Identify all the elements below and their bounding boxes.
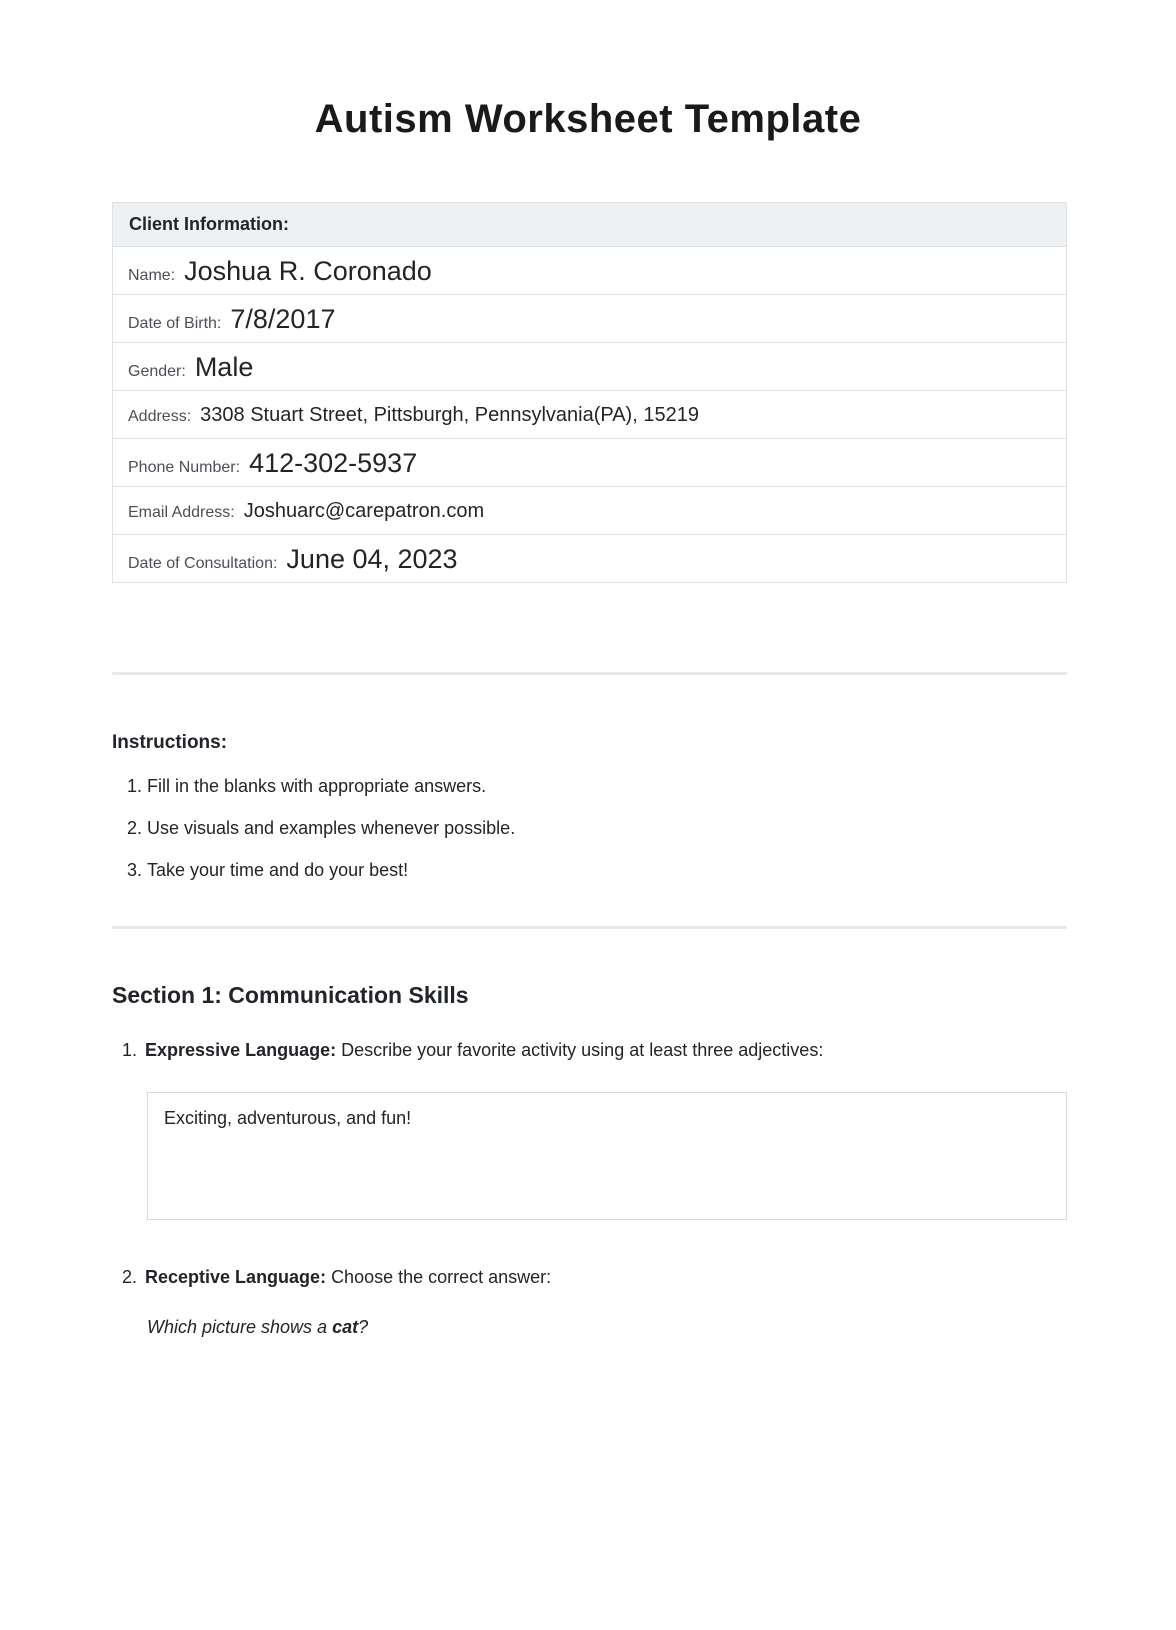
question-1 xyxy=(122,1040,1067,1061)
instruction-item: 3. Take your time and do your best! xyxy=(147,860,1067,881)
client-info-row-email xyxy=(113,486,1066,534)
client-info-header: Client Information: xyxy=(113,203,1066,246)
expressive-language-answer-field[interactable]: Exciting, adventurous, and fun! xyxy=(147,1092,1067,1220)
client-info-table xyxy=(112,202,1067,583)
dob-value: 7/8/2017 xyxy=(230,304,336,334)
email-label: Email Address: xyxy=(128,504,235,521)
gender-value: Male xyxy=(194,352,254,382)
question-1-number: 1. xyxy=(122,1040,138,1060)
question-2-prompt: Choose the correct answer: xyxy=(331,1267,552,1287)
section-divider xyxy=(112,672,1067,675)
instruction-item: 2. Use visuals and examples whenever possible. xyxy=(147,818,1067,839)
phone-value: 412-302-5937 xyxy=(249,448,418,478)
name-value: Joshua R. Coronado xyxy=(184,256,432,286)
phone-label: Phone Number: xyxy=(128,459,241,476)
question-2 xyxy=(122,1267,1067,1288)
question-1-label: Expressive Language: xyxy=(145,1040,337,1060)
client-info-row-dob xyxy=(113,294,1066,342)
question-2-number: 2. xyxy=(122,1267,138,1287)
client-info-row-name xyxy=(113,246,1066,294)
instruction-item: 1. Fill in the blanks with appropriate answers. xyxy=(147,776,1067,797)
client-info-row-gender xyxy=(113,342,1066,390)
address-label: Address: xyxy=(128,408,192,425)
sub-question-bold-word: cat xyxy=(332,1317,359,1337)
address-value: 3308 Stuart Street, Pittsburgh, Pennsylvania(PA), 15219 xyxy=(200,404,699,426)
sub-question-suffix: ? xyxy=(358,1317,369,1337)
email-value: Joshuarc@carepatron.com xyxy=(243,500,485,522)
gender-label: Gender: xyxy=(128,363,186,380)
page-title: Autism Worksheet Template xyxy=(314,97,862,141)
instructions-list xyxy=(112,776,1067,881)
consultation-date-value: June 04, 2023 xyxy=(286,544,458,574)
sub-question-prefix: Which picture shows a xyxy=(147,1317,333,1337)
client-info-row-address xyxy=(113,390,1066,438)
page-content xyxy=(112,202,1067,1338)
section-divider xyxy=(112,926,1067,929)
client-info-row-consultation-date xyxy=(113,534,1066,582)
name-label: Name: xyxy=(128,267,176,284)
section-1-heading: Section 1: Communication Skills xyxy=(112,982,469,1008)
instructions-heading: Instructions: xyxy=(112,732,228,753)
consultation-date-label: Date of Consultation: xyxy=(128,555,278,572)
question-1-prompt: Describe your favorite activity using at least three adjectives: xyxy=(341,1040,824,1060)
dob-label: Date of Birth: xyxy=(128,315,222,332)
question-2-label: Receptive Language: xyxy=(145,1267,327,1287)
client-info-row-phone xyxy=(113,438,1066,486)
receptive-language-sub-question xyxy=(147,1317,1067,1338)
